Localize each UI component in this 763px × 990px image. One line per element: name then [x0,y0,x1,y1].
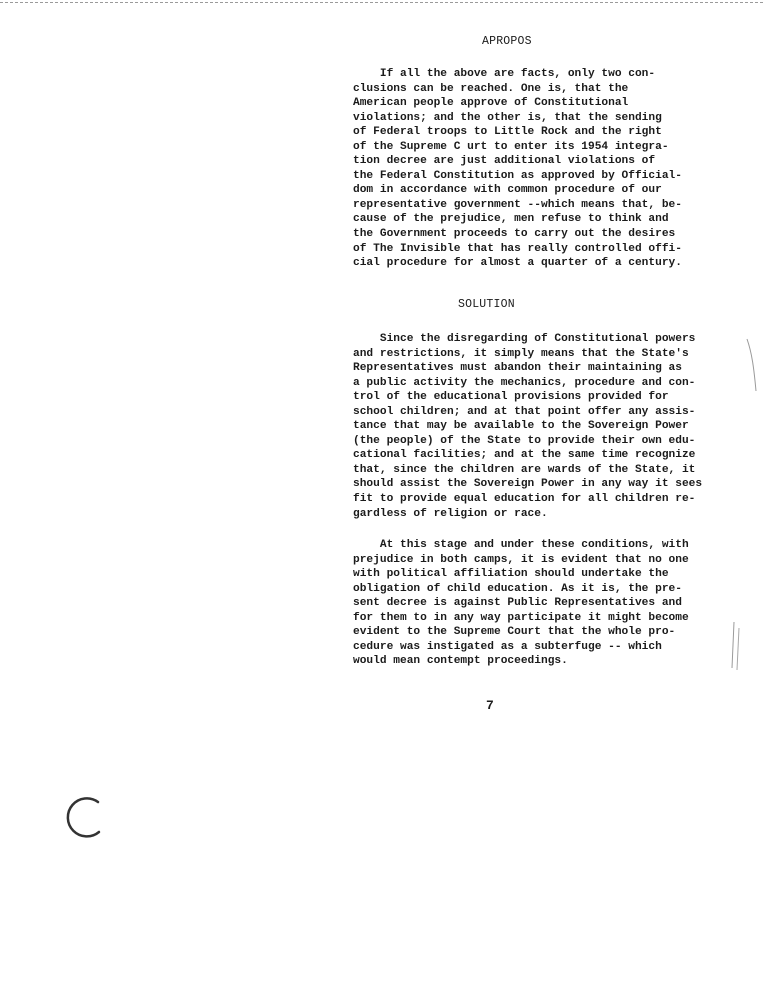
text-line: for them to in any way participate it might become [353,611,689,624]
text-line: cial procedure for almost a quarter of a century. [353,257,682,270]
text-line: cause of the prejudice, men refuse to think and [353,213,669,226]
text-line: (the people) of the State to provide their own edu- [353,434,696,447]
text-line: If all the above are facts, only two con- [353,68,656,80]
text-line: tion decree are just additional violations of [353,155,656,168]
text-line: violations; and the other is, that the sending [353,111,662,124]
text-line: Representatives must abandon their maintaining as [353,362,682,375]
page-top-edge [0,2,763,3]
margin-pencil-mark-lower [726,620,746,672]
text-line: representative government --which means that, be- [353,198,682,211]
section-heading-solution: SOLUTION [458,298,515,311]
paragraph-apropos [353,67,682,271]
section-heading-apropos: APROPOS [482,35,532,48]
paragraph-conditions [353,538,689,669]
text-line: school children; and at that point offer any assis- [353,405,696,418]
text-line: and restrictions, it simply means that the State's [353,347,689,360]
text-line: sent decree is against Public Representatives and [353,597,682,610]
text-line: would mean contempt proceedings. [353,655,568,668]
text-line: evident to the Supreme Court that the whole pro- [353,626,676,639]
text-line: a public activity the mechanics, procedure and con- [353,376,696,389]
text-line: should assist the Sovereign Power in any way it sees [353,478,703,491]
text-line: cedure was instigated as a subterfuge -- which [353,640,662,653]
text-line: American people approve of Constitutional [353,97,629,110]
text-line: of the Supreme C urt to enter its 1954 integra- [353,140,669,153]
page-number: 7 [486,698,494,713]
text-line: cational facilities; and at the same time recognize [353,449,696,462]
binder-hole-mark [56,792,106,842]
text-line: Since the disregarding of Constitutional powers [353,333,696,345]
text-line: fit to provide equal education for all children re- [353,493,696,506]
text-line: prejudice in both camps, it is evident that no one [353,553,689,566]
text-line: of Federal troops to Little Rock and the right [353,126,662,139]
paragraph-solution [353,332,702,521]
text-line: that, since the children are wards of the State, it [353,463,696,476]
text-line: the Federal Constitution as approved by Official- [353,169,682,182]
text-line: with political affiliation should undertake the [353,568,669,581]
text-line: tance that may be available to the Sovereign Power [353,420,689,433]
text-line: At this stage and under these conditions, with [353,539,689,551]
text-line: gardless of religion or race. [353,507,548,520]
margin-pencil-mark [744,335,762,395]
text-line: the Government proceeds to carry out the desires [353,228,676,241]
text-line: clusions can be reached. One is, that the [353,82,629,95]
text-line: trol of the educational provisions provided for [353,391,669,404]
text-line: obligation of child education. As it is, the pre- [353,582,682,595]
text-line: of The Invisible that has really controlled offi- [353,242,682,255]
text-line: dom in accordance with common procedure of our [353,184,662,197]
